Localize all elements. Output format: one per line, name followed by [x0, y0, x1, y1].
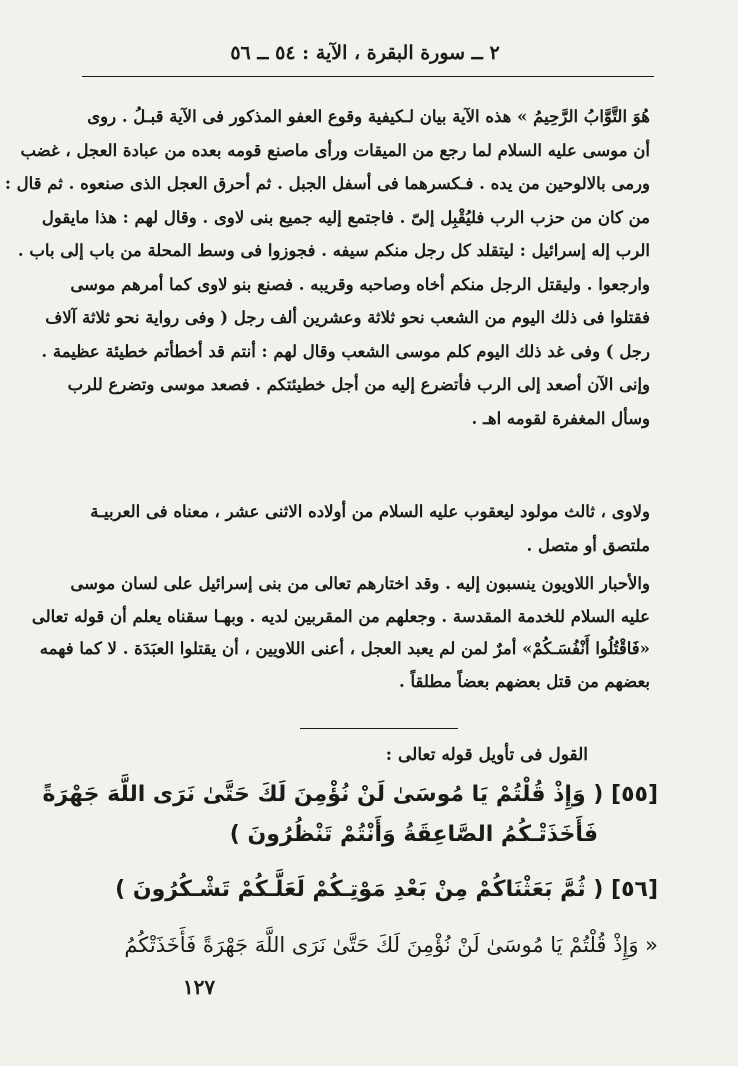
text-line: رجل ) وفى غد ذلك اليوم كلم موسى الشعب وقال لهم : أنتم قد أخطأتم خطيئة عظيمة .	[41, 341, 650, 361]
text-line: «فَاقْتُلُوا أَنْفُسَـكُمْ» أمرٌ لمن لم يعبد العجل ، أعنى اللاويين ، أن يقتلوا العبَدَة . لا كما فهمه	[39, 639, 650, 658]
verse-line: فَأَخَذَتْـكُمُ الصَّاعِقَةُ وَأَنْتُمْ تَنْظُرُونَ )	[229, 822, 598, 847]
commentary-paragraph-1	[4, 100, 650, 435]
text-line: وسأل المغفرة لقومه اهـ .	[471, 408, 650, 428]
verse-55	[42, 775, 658, 855]
text-line: وإنى الآن أصعد إلى الرب فأتضرع إليه من أجل خطيئتكم . فصعد موسى وتضرع للرب	[67, 375, 650, 394]
text-line: وارجعوا . وليقتل الرجل منكم أخاه وصاحبه وقريبه . فصنع بنو لاوى كما أمرهم موسى	[70, 274, 650, 294]
text-line: والأحبار اللاويون ينسبون إليه . وقد اختارهم تعالى من بنى إسرائيل على لسان موسى	[70, 574, 650, 593]
quoted-verse: « وَإِذْ قُلْتُمْ يَا مُوسَىٰ لَنْ نُؤْمِنَ لَكَ حَتَّىٰ نَرَى اللَّهَ جَهْرَةً فَأَخَذَتْكُمُ	[124, 933, 658, 957]
text-line: أن موسى عليه السلام لما رجع من الميقات ورأى ماصنع قومه بعده من عبادة العجل ، غضب	[20, 140, 650, 160]
verse-56	[80, 870, 658, 910]
text-line: عليه السلام للخدمة المقدسة . وجعلهم من المقربين لديه . وبهـا سقناه يعلم أن قوله تعالى	[31, 606, 650, 626]
text-line: من كان من حزب الرب فليُقْبِل إلىّ . فاجتمع إليه جميع بنى لاوى . وقال لهم : هذا مايقول	[41, 207, 650, 227]
commentary-paragraph-2	[88, 495, 650, 562]
section-separator	[300, 728, 458, 729]
text-line: فقتلوا فى ذلك اليوم من الشعب نحو ثلاثة وعشرين ألف رجل ( وفى رواية نحو ثلاثة آلاف	[45, 308, 650, 327]
text-line: الرب إله إسرائيل : ليتقلد كل رجل منكم سيفه . فجوزوا فى وسط المحلة من باب إلى باب .	[17, 241, 650, 260]
commentary-paragraph-3	[31, 568, 650, 698]
text-line: ولاوى ، ثالث مولود ليعقوب عليه السلام من أولاده الاثنى عشر ، معناه فى العربيـة	[90, 502, 650, 521]
page-number: ١٢٧	[182, 975, 216, 999]
header-rule	[82, 76, 654, 77]
page-header: ٢ ــ سورة البقرة ، الآية : ٥٤ ــ ٥٦	[230, 42, 500, 64]
section-title: القول فى تأويل قوله تعالى :	[385, 745, 588, 765]
text-line: ورمى بالالوحين من يده . فـكسرهما فى أسفل الجبل . ثم أحرق العجل الذى صنعوه . ثم قال :	[4, 174, 650, 193]
verse-line: [٥٦] ( ثُمَّ بَعَثْنَاكُمْ مِنْ بَعْدِ مَوْتِـكُمْ لَعَلَّـكُمْ تَشْـكُرُونَ )	[115, 877, 658, 902]
text-line: هُوَ التَّوَّابُ الرَّحِيمُ » هذه الآية بيان لـكيفية وقوع العفو المذكور فى الآية قبـلُ . روى	[87, 107, 650, 126]
verse-line: [٥٥] ( وَإِذْ قُلْتُمْ يَا مُوسَىٰ لَنْ نُؤْمِنَ لَكَ حَتَّىٰ نَرَى اللَّهَ جَهْرَةً	[42, 782, 658, 807]
text-line: ملتصق أو متصل .	[526, 535, 650, 555]
text-line: بعضهم من قتل بعضهم بعضاً مطلقاً .	[399, 671, 650, 691]
